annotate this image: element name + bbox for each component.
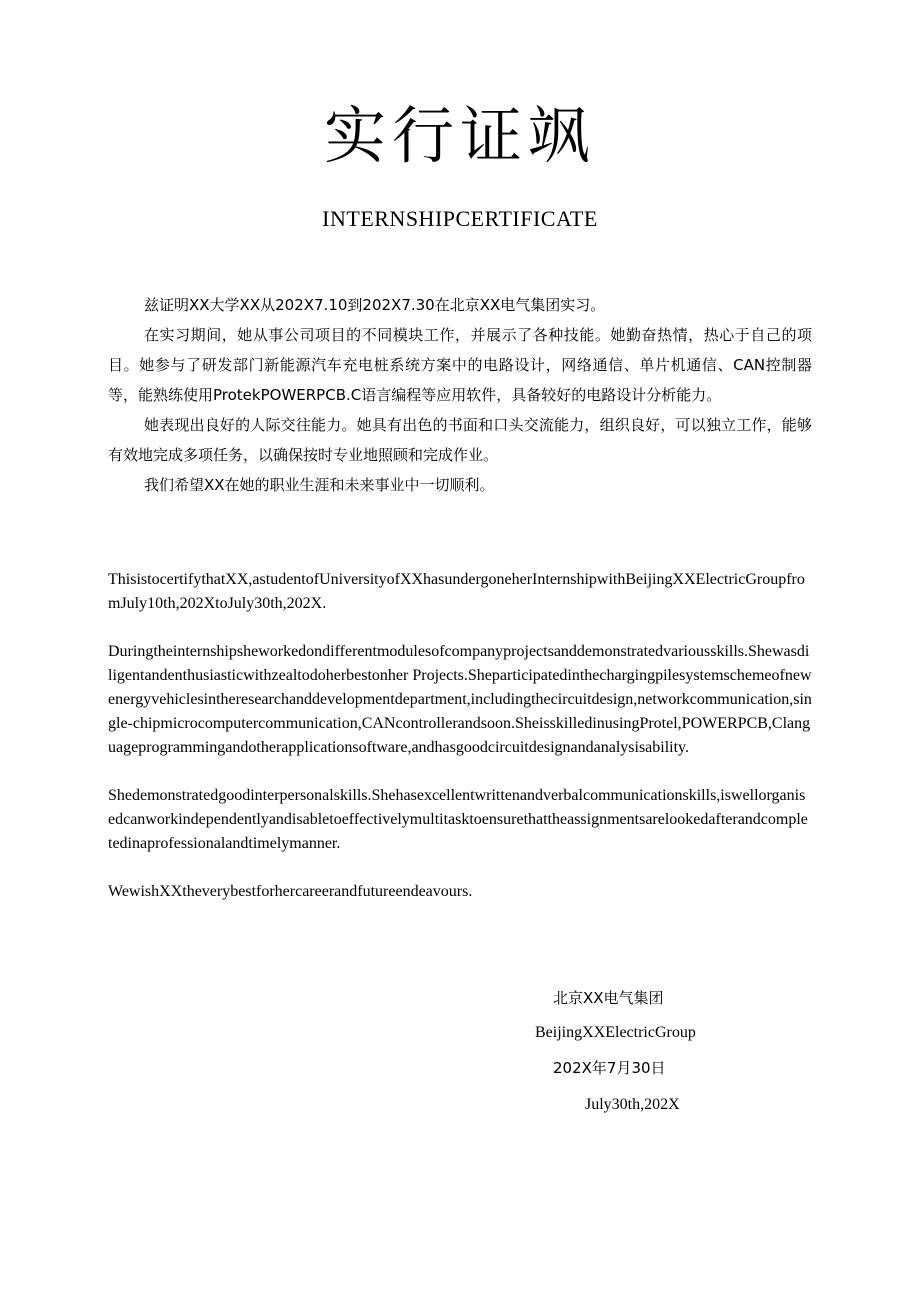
chinese-paragraph: 她表现出良好的人际交往能力。她具有出色的书面和口头交流能力，组织良好，可以独立工作，能够有效地完成多项任务，以确保按时专业地照顾和完成作业。 xyxy=(108,416,812,464)
english-paragraph: Shedemonstratedgoodinterpersonalskills.Shehasexcellentwrittenandverbalcommunicationskills,iswellorganisedcanworkindependentlyandisabletoeffectivelymultitasktoensurethattheassignmentsarelookedafterandcompletedinaprofessionalandtimelymanner. xyxy=(108,787,808,852)
signature-company-cn: 北京XX电气集团 xyxy=(553,989,664,1007)
signature-company-en: BeijingXXElectricGroup xyxy=(535,1024,696,1041)
signature-date-cn: 202X年7月30日 xyxy=(553,1059,666,1077)
english-body xyxy=(108,568,812,928)
certificate-title: 实行证飒 xyxy=(323,99,596,172)
chinese-body xyxy=(108,290,812,500)
chinese-paragraph: 我们希望XX在她的职业生涯和未来事业中一切顺利。 xyxy=(144,476,495,494)
signature-date-en: July30th,202X xyxy=(585,1096,680,1113)
certificate-subtitle: INTERNSHIPCERTIFICATE xyxy=(322,206,598,231)
english-paragraph: Duringtheinternshipsheworkedondifferentmodulesofcompanyprojectsanddemonstratedvariousskills.Shewasdiligentandenthusiasticwithzealtodoherbestonher Projects.Sheparticipatedinthechargingpilesystemschemeofnewenergyvehiclesintheresearchanddevelopmentdepartment,includingthecircuitdesign,networkcommunication,single-chipmicrocomputercommunication,CANcontrollerandsoon.SheisskilledinusingProtel,POWERPCB,Clanguageprogrammingandotherapplicationsoftware,andhasgoodcircuitdesignandanalysisability. xyxy=(108,643,812,756)
english-paragraph: ThisistocertifythatXX,astudentofUniversityofXXhasundergoneherInternshipwithBeijingXXElectricGroupfromJuly10th,202XtoJuly30th,202X. xyxy=(108,571,805,612)
chinese-paragraph: 兹证明XX大学XX从202X7.10到202X7.30在北京XX电气集团实习。 xyxy=(144,296,606,314)
chinese-paragraph: 在实习期间，她从事公司项目的不同模块工作，并展示了各种技能。她勤奋热情，热心于自己的项目。她参与了研发部门新能源汽车充电桩系统方案中的电路设计，网络通信、单片机通信、CAN控制器等，能熟练使用ProtekPOWERPCB.C语言编程等应用软件，具备较好的电路设计分析能力。 xyxy=(108,326,812,404)
english-paragraph: WewishXXtheverybestforhercareerandfutureendeavours. xyxy=(108,883,473,900)
